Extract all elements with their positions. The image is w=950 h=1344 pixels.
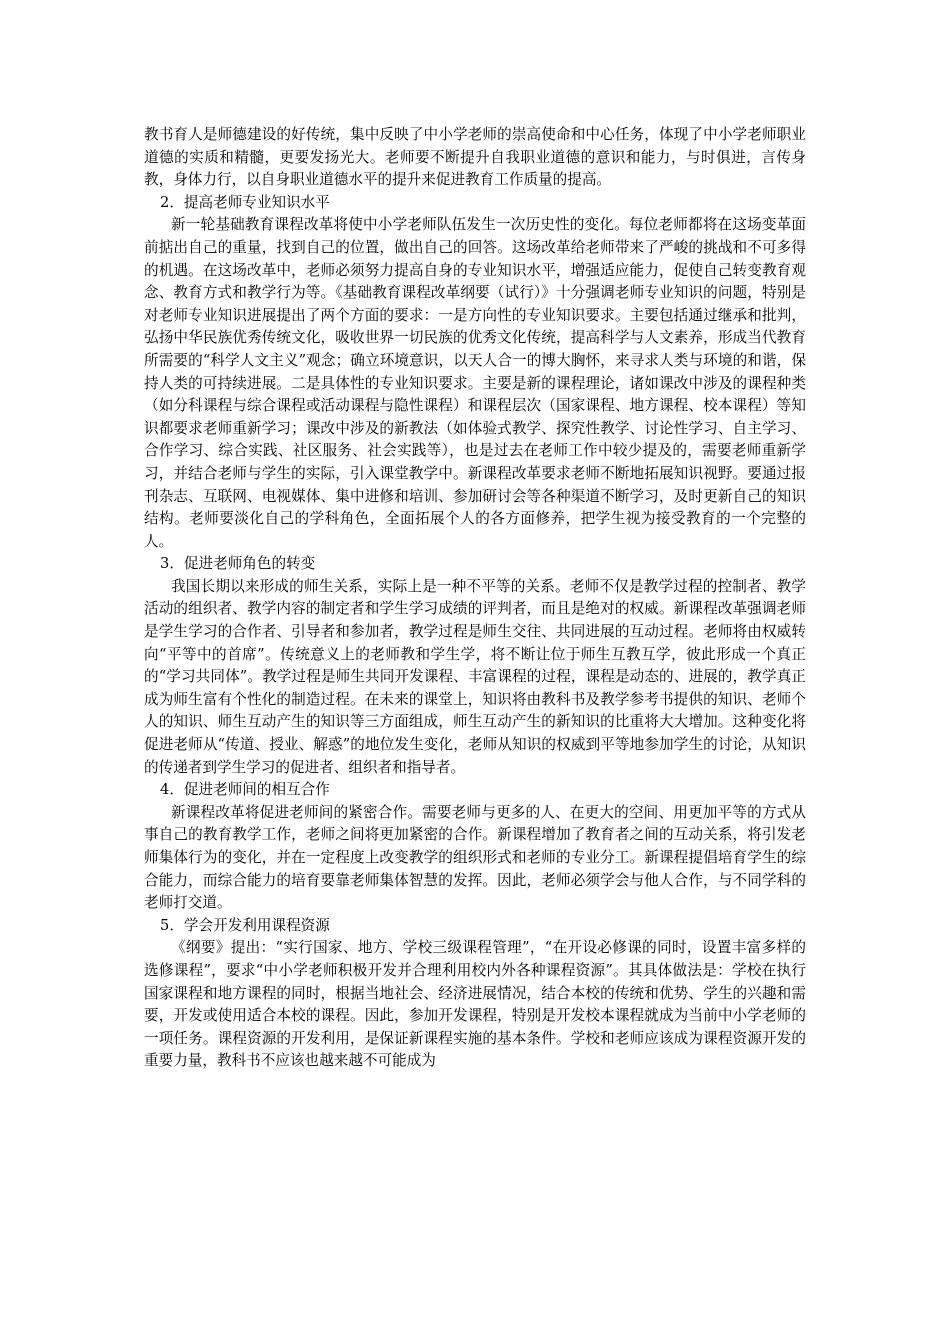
paragraph: 教书育人是师德建设的好传统，集中反映了中小学老师的崇高使命和中心任务，体现了中小学老师职业道德的实质和精髓，更要发扬光大。老师要不断提升自我职业道德的意识和能力，与时俱进，言传身教，身体力行，以自身职业道德水平的提升来促进教育工作质量的提高。 (144, 126, 806, 189)
paragraph: 《纲要》提出：“实行国家、地方、学校三级课程管理”，“在开设必修课的同时，设置丰富多样的选修课程”，要求“中小学老师积极开发并合理利用校内外各种课程资源”。其具体做法是：学校在执行国家课程和地方课程的同时，根据当地社会、经济进展情况，结合本校的传统和优势、学生的兴趣和需要，开发或使用适合本校的课程。因此，参加开发课程，特别是开发校本课程就成为当前中小学老师的一项任务。课程资源的开发利用，是保证新课程实施的基本条件。学校和老师应该成为课程资源开发的重要力量，教科书不应该也越来越不可能成为 (144, 939, 806, 1070)
section-heading: 5．学会开发利用课程资源 (160, 916, 330, 934)
section-heading: 2．提高老师专业知识水平 (160, 193, 330, 211)
paragraph: 新一轮基础教育课程改革将使中小学老师队伍发生一次历史性的变化。每位老师都将在这场变革面前掂出自己的重量，找到自己的位置，做出自己的回答。这场改革给老师带来了严峻的挑战和不可多得的机遇。在这场改革中，老师必须努力提高自身的专业知识水平，增强适应能力，促使自己转变教育观念、教育方式和教学行为等。《基础教育课程改革纲要（试行）》十分强调老师专业知识的问题，特别是对老师专业知识进展提出了两个方面的要求：一是方向性的专业知识要求。主要包括通过继承和批判，弘扬中华民族优秀传统文化，吸收世界一切民族的优秀文化传统，提高科学与人文素养，形成当代教育所需要的“科学人文主义”观念；确立环境意识，以天人合一的博大胸怀，来寻求人类与环境的和谐，保持人类的可持续进展。二是具体性的专业知识要求。主要是新的课程理论，诸如课改中涉及的课程种类（如分科课程与综合课程或活动课程与隐性课程）和课程层次（国家课程、地方课程、校本课程）等知识都要求老师重新学习；课改中涉及的新教法（如体验式教学、探究性教学、讨论性学习、自主学习、合作学习、综合实践、社区服务、社会实践等），也是过去在老师工作中较少提及的，需要老师重新学习，并结合老师与学生的实际，引入课堂教学中。新课程改革要求老师不断地拓展知识视野。要通过报刊杂志、互联网、电视媒体、集中进修和培训、参加研讨会等各种渠道不断学习，及时更新自己的知识结构。老师要淡化自己的学科角色，全面拓展个人的各方面修养，把学生视为接受教育的一个完整的人。 (144, 216, 806, 550)
section-heading: 3．促进老师角色的转变 (160, 555, 316, 573)
document-page (144, 124, 806, 1073)
section-heading: 4．促进老师间的相互合作 (160, 781, 330, 799)
paragraph: 我国长期以来形成的师生关系，实际上是一种不平等的关系。老师不仅是教学过程的控制者、教学活动的组织者、教学内容的制定者和学生学习成绩的评判者，而且是绝对的权威。新课程改革强调老师是学生学习的合作者、引导者和参加者，教学过程是师生交往、共同进展的互动过程。老师将由权威转向“平等中的首席”。传统意义上的老师教和学生学，将不断让位于师生互教互学，彼此形成一个真正的“学习共同体”。教学过程是师生共同开发课程、丰富课程的过程，课程是动态的、进展的，教学真正成为师生富有个性化的制造过程。在未来的课堂上，知识将由教科书及教学参考书提供的知识、老师个人的知识、师生互动产生的知识等三方面组成，师生互动产生的新知识的比重将大大增加。这种变化将促进老师从“传道、授业、解惑”的地位发生变化，老师从知识的权威到平等地参加学生的讨论，从知识的传递者到学生学习的促进者、组织者和指导者。 (144, 577, 806, 776)
paragraph: 新课程改革将促进老师间的紧密合作。需要老师与更多的人、在更大的空间、用更加平等的方式从事自己的教育教学工作，老师之间将更加紧密的合作。新课程增加了教育者之间的互动关系，将引发老师集体行为的变化，并在一定程度上改变教学的组织形式和老师的专业分工。新课程提倡培育学生的综合能力，而综合能力的培育要靠老师集体智慧的发挥。因此，老师必须学会与他人合作，与不同学科的老师打交道。 (144, 803, 806, 912)
